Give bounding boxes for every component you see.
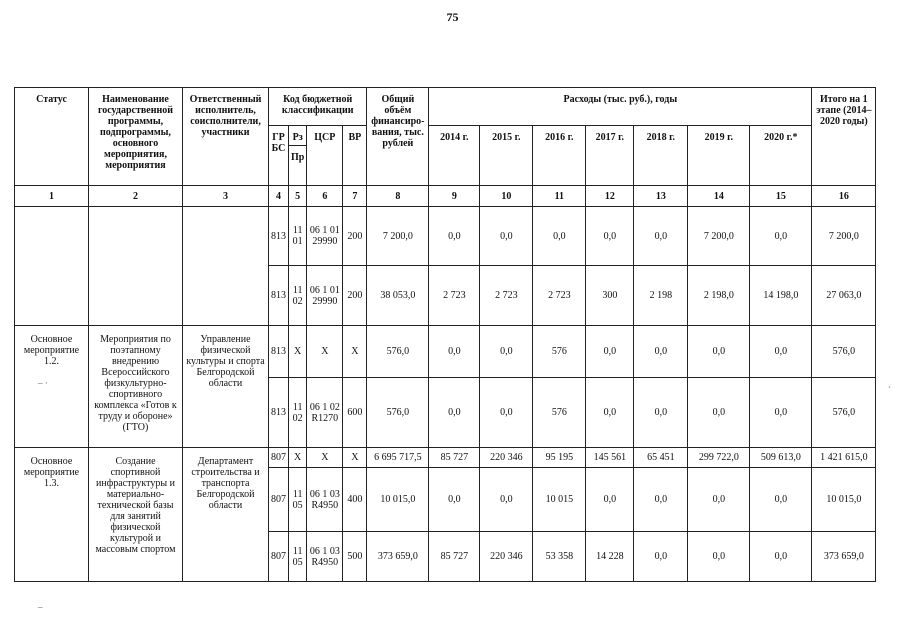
year-cell: 0,0 (634, 378, 688, 448)
year-cell: 299 722,0 (688, 448, 750, 468)
year-cell: 0,0 (429, 326, 480, 378)
rzpr-cell: 11 05 (289, 468, 307, 532)
header-name: Наименование государственной программы, подпрограммы, основного мероприятия, мероприятия (89, 88, 183, 186)
year-cell: 2 198 (634, 266, 688, 326)
col-number: 14 (688, 186, 750, 207)
status-cell: Основное мероприятие 1.3. (15, 448, 89, 582)
year-cell: 0,0 (634, 532, 688, 582)
year-cell: 0,0 (688, 326, 750, 378)
year-cell: 0,0 (750, 468, 812, 532)
executor-cell: Департамент строительства и транспорта Белгородской области (183, 448, 269, 582)
table-row (15, 207, 876, 266)
header-year-2015: 2015 г. (480, 126, 533, 186)
csr-cell: Х (307, 448, 343, 468)
header-vr: ВР (343, 126, 367, 186)
col-number: 10 (480, 186, 533, 207)
year-cell: 576 (533, 378, 586, 448)
year-cell: 0,0 (688, 532, 750, 582)
csr-cell: 06 1 03 R4950 (307, 532, 343, 582)
year-cell: 0,0 (429, 207, 480, 266)
header-status: Статус (15, 88, 89, 186)
csr-cell: 06 1 03 R4950 (307, 468, 343, 532)
header-executor: Ответственный исполнитель, соисполнители, участники (183, 88, 269, 186)
year-cell: 220 346 (480, 448, 533, 468)
rzpr-cell: 11 02 (289, 378, 307, 448)
total-cell: 576,0 (367, 378, 429, 448)
col-number: 16 (812, 186, 876, 207)
activity-name-cell: Создание спортивной инфраструктуры и материально-технической базы для занятий физической культурой и массовым спортом (89, 448, 183, 582)
year-cell: 0,0 (429, 468, 480, 532)
grbs-cell: 813 (269, 326, 289, 378)
year-cell: 0,0 (480, 326, 533, 378)
vr-cell: 400 (343, 468, 367, 532)
header-csr: ЦСР (307, 126, 343, 186)
header-expenses: Расходы (тыс. руб.), годы (429, 88, 812, 126)
year-cell: 0,0 (480, 378, 533, 448)
col-number: 6 (307, 186, 343, 207)
year-cell: 0,0 (750, 326, 812, 378)
col-number: 15 (750, 186, 812, 207)
rzpr-cell: 11 02 (289, 266, 307, 326)
year-cell: 0,0 (586, 326, 634, 378)
header-budget-code: Код бюджетной классификации (269, 88, 367, 126)
header-year-2016: 2016 г. (533, 126, 586, 186)
year-cell: 2 723 (480, 266, 533, 326)
header-year-2014: 2014 г. (429, 126, 480, 186)
col-number: 13 (634, 186, 688, 207)
header-grbs: ГР БС (269, 126, 289, 186)
csr-cell: 06 1 01 29990 (307, 207, 343, 266)
rzpr-cell: 11 01 (289, 207, 307, 266)
header-row-1 (15, 88, 876, 126)
scan-mark: – (38, 602, 43, 612)
rzpr-cell: Х (289, 326, 307, 378)
year-cell: 2 723 (533, 266, 586, 326)
grbs-cell: 813 (269, 207, 289, 266)
csr-cell: Х (307, 326, 343, 378)
vr-cell: 500 (343, 532, 367, 582)
year-cell: 220 346 (480, 532, 533, 582)
empty-status-cell (15, 207, 89, 326)
rzpr-cell: Х (289, 448, 307, 468)
column-number-row (15, 186, 876, 207)
header-pr: Пр (289, 146, 307, 186)
grbs-cell: 807 (269, 468, 289, 532)
col-number: 1 (15, 186, 89, 207)
header-year-2020: 2020 г.* (750, 126, 812, 186)
csr-cell: 06 1 02 R1270 (307, 378, 343, 448)
year-cell: 0,0 (429, 378, 480, 448)
year-cell: 0,0 (634, 468, 688, 532)
year-cell: 0,0 (533, 207, 586, 266)
budget-table (14, 87, 876, 582)
year-cell: 7 200,0 (688, 207, 750, 266)
total-cell: 10 015,0 (367, 468, 429, 532)
grbs-cell: 807 (269, 532, 289, 582)
col-number: 5 (289, 186, 307, 207)
stage-total-cell: 10 015,0 (812, 468, 876, 532)
header-year-2018: 2018 г. (634, 126, 688, 186)
vr-cell: Х (343, 326, 367, 378)
year-cell: 509 613,0 (750, 448, 812, 468)
year-cell: 0,0 (634, 326, 688, 378)
year-cell: 0,0 (688, 378, 750, 448)
total-cell: 576,0 (367, 326, 429, 378)
table-row (15, 448, 876, 468)
col-number: 8 (367, 186, 429, 207)
col-number: 7 (343, 186, 367, 207)
year-cell: 2 723 (429, 266, 480, 326)
year-cell: 0,0 (750, 532, 812, 582)
vr-cell: 600 (343, 378, 367, 448)
stage-total-cell: 27 063,0 (812, 266, 876, 326)
grbs-cell: 807 (269, 448, 289, 468)
stage-total-cell: 373 659,0 (812, 532, 876, 582)
year-cell: 0,0 (586, 468, 634, 532)
stage-total-cell: 576,0 (812, 326, 876, 378)
year-cell: 14 228 (586, 532, 634, 582)
year-cell: 0,0 (688, 468, 750, 532)
total-cell: 373 659,0 (367, 532, 429, 582)
vr-cell: 200 (343, 207, 367, 266)
year-cell: 0,0 (634, 207, 688, 266)
grbs-cell: 813 (269, 378, 289, 448)
year-cell: 85 727 (429, 532, 480, 582)
stage-total-cell: 1 421 615,0 (812, 448, 876, 468)
grbs-cell: 813 (269, 266, 289, 326)
year-cell: 0,0 (750, 207, 812, 266)
header-stage-total: Итого на 1 этапе (2014–2020 годы) (812, 88, 876, 186)
status-cell: Основное мероприятие 1.2. (15, 326, 89, 448)
header-rz: Рз (289, 126, 307, 146)
col-number: 4 (269, 186, 289, 207)
col-number: 2 (89, 186, 183, 207)
year-cell: 0,0 (586, 378, 634, 448)
header-year-2019: 2019 г. (688, 126, 750, 186)
year-cell: 0,0 (480, 207, 533, 266)
header-year-2017: 2017 г. (586, 126, 634, 186)
executor-cell: Управление физической культуры и спорта Белгородской области (183, 326, 269, 448)
year-cell: 576 (533, 326, 586, 378)
header-total-volume: Общий объём финансиро-вания, тыс. рублей (367, 88, 429, 186)
page-number: 75 (446, 10, 459, 24)
year-cell: 10 015 (533, 468, 586, 532)
year-cell: 53 358 (533, 532, 586, 582)
total-cell: 38 053,0 (367, 266, 429, 326)
year-cell: 95 195 (533, 448, 586, 468)
empty-name-cell (89, 207, 183, 326)
year-cell: 0,0 (750, 378, 812, 448)
stage-total-cell: 7 200,0 (812, 207, 876, 266)
vr-cell: Х (343, 448, 367, 468)
stage-total-cell: 576,0 (812, 378, 876, 448)
year-cell: 145 561 (586, 448, 634, 468)
vr-cell: 200 (343, 266, 367, 326)
year-cell: 2 198,0 (688, 266, 750, 326)
rzpr-cell: 11 05 (289, 532, 307, 582)
csr-cell: 06 1 01 29990 (307, 266, 343, 326)
col-number: 11 (533, 186, 586, 207)
year-cell: 0,0 (480, 468, 533, 532)
total-cell: 6 695 717,5 (367, 448, 429, 468)
empty-executor-cell (183, 207, 269, 326)
total-cell: 7 200,0 (367, 207, 429, 266)
year-cell: 65 451 (634, 448, 688, 468)
col-number: 9 (429, 186, 480, 207)
year-cell: 14 198,0 (750, 266, 812, 326)
year-cell: 85 727 (429, 448, 480, 468)
scan-mark: ˎ (888, 378, 891, 388)
table-row (15, 326, 876, 378)
year-cell: 300 (586, 266, 634, 326)
activity-name-cell: Мероприятия по поэтапному внедрению Всероссийского физкультурно-спортивного комплекса «Готов к труду и обороне» (ГТО) (89, 326, 183, 448)
col-number: 3 (183, 186, 269, 207)
col-number: 12 (586, 186, 634, 207)
year-cell: 0,0 (586, 207, 634, 266)
scan-mark: – · (38, 378, 48, 388)
